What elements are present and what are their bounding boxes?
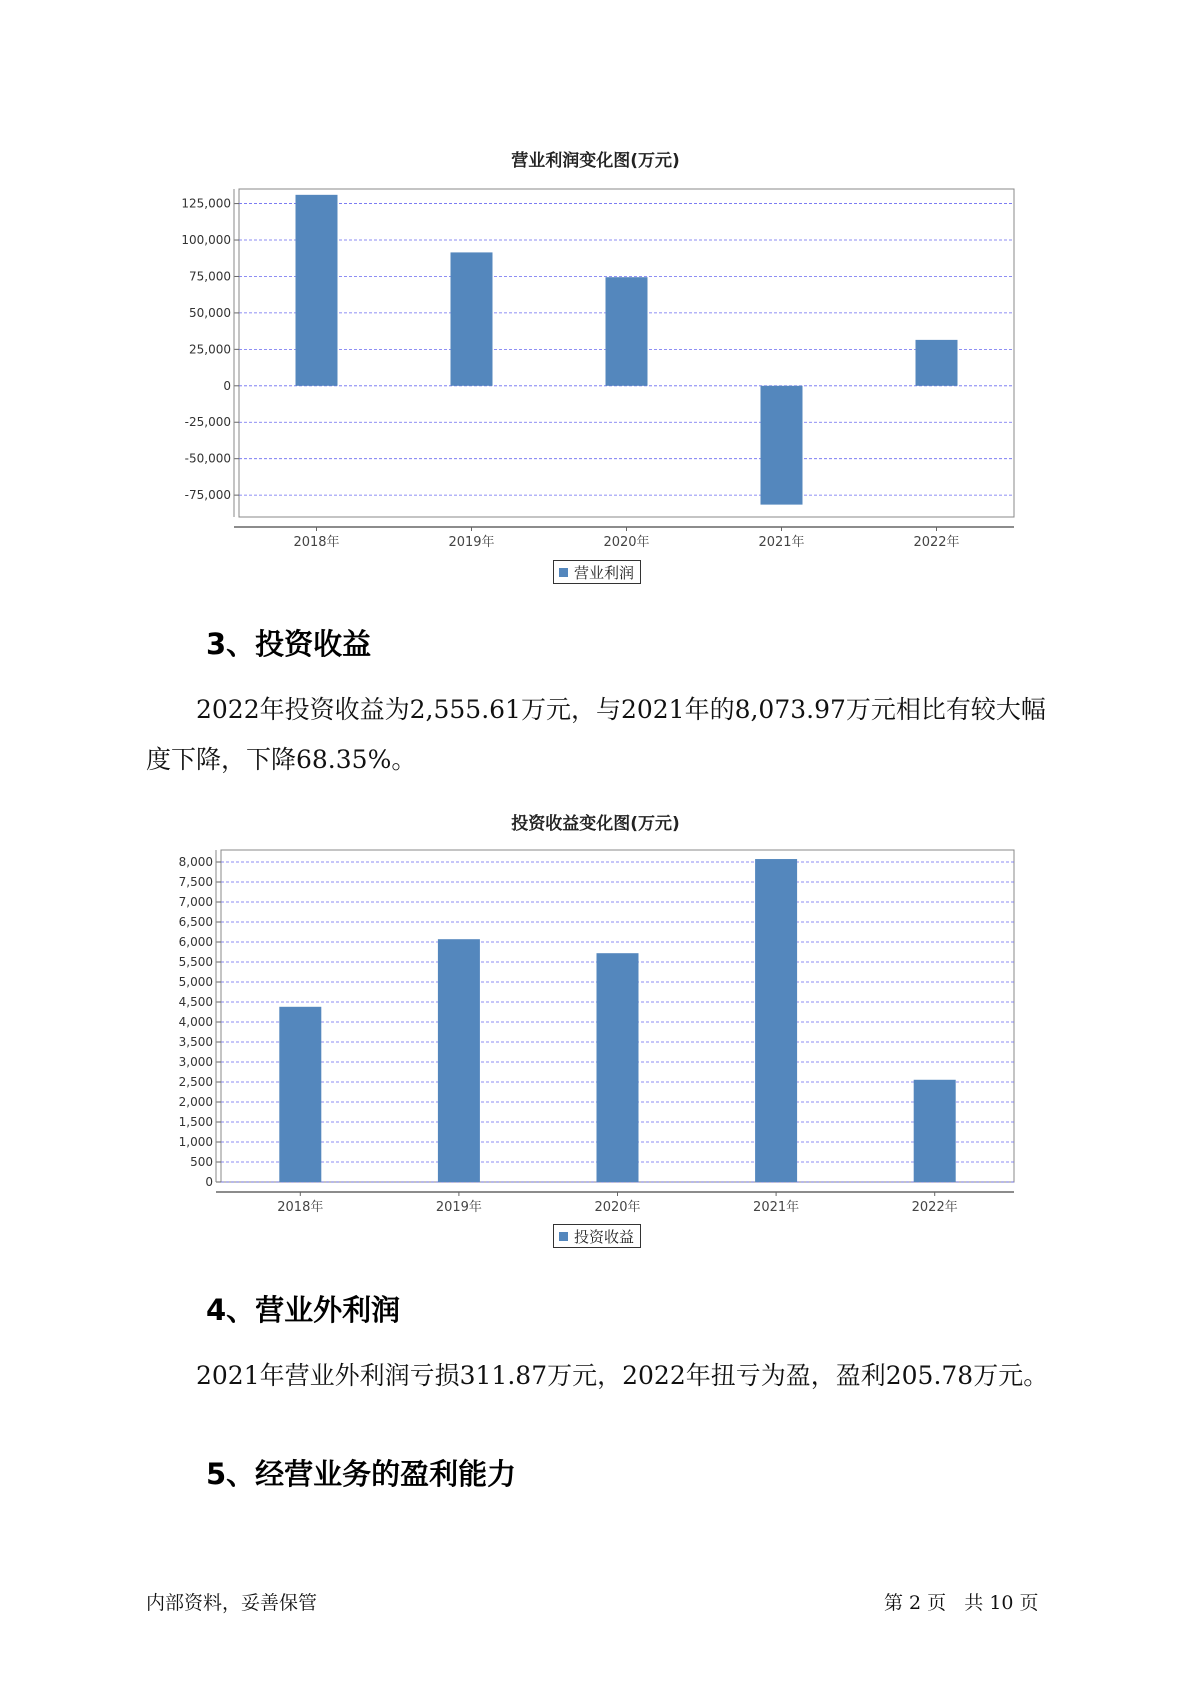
x-tick-label: 2021年 xyxy=(758,535,805,550)
x-tick-label: 2020年 xyxy=(603,535,650,550)
legend-label: 投资收益 xyxy=(574,1227,635,1246)
chart-title: 投资收益变化图(万元) xyxy=(511,814,680,834)
y-tick-label: 0 xyxy=(205,1175,213,1189)
section-heading-business: 5、经营业务的盈利能力 xyxy=(206,1457,517,1491)
x-tick-label: 2020年 xyxy=(594,1200,641,1215)
y-tick-label: 2,500 xyxy=(178,1075,213,1089)
footer-confidential: 内部资料，妥善保管 xyxy=(146,1592,318,1614)
section-heading-nonoperating: 4、营业外利润 xyxy=(206,1293,401,1327)
y-tick-label: 8,000 xyxy=(178,855,213,869)
x-tick-label: 2021年 xyxy=(753,1200,800,1215)
nonoperating-text: 2021年营业外利润亏损311.87万元，2022年扭亏为盈，盈利205.78万元。 xyxy=(196,1361,1049,1390)
y-tick-label: 7,000 xyxy=(178,895,213,909)
nonoperating-paragraph xyxy=(146,1351,1052,1401)
x-tick-label: 2018年 xyxy=(293,535,340,550)
x-tick-label: 2019年 xyxy=(448,535,495,550)
y-tick-label: -75,000 xyxy=(184,488,231,503)
y-tick-label: 500 xyxy=(190,1155,213,1169)
legend-label: 营业利润 xyxy=(574,563,635,582)
y-tick-label: 3,500 xyxy=(178,1035,213,1049)
y-tick-label: 75,000 xyxy=(189,269,231,284)
bar xyxy=(279,1007,321,1182)
x-tick-label: 2018年 xyxy=(277,1200,324,1215)
y-tick-label: 3,000 xyxy=(178,1055,213,1069)
footer-page-number: 第 2 页 共 10 页 xyxy=(884,1592,1039,1614)
y-tick-label: 1,500 xyxy=(178,1115,213,1129)
y-tick-label: 7,500 xyxy=(178,875,213,889)
y-tick-label: 4,000 xyxy=(178,1015,213,1029)
bar xyxy=(755,859,797,1182)
y-tick-label: 0 xyxy=(223,378,231,393)
y-tick-label: 6,000 xyxy=(178,935,213,949)
x-tick-label: 2019年 xyxy=(435,1200,482,1215)
y-tick-label: -25,000 xyxy=(184,415,231,430)
legend-swatch xyxy=(559,1232,568,1241)
y-tick-label: 125,000 xyxy=(181,196,231,211)
chart-legend xyxy=(553,1224,641,1248)
y-tick-label: 100,000 xyxy=(181,233,231,248)
y-tick-label: 25,000 xyxy=(189,342,231,357)
y-tick-label: 5,000 xyxy=(178,975,213,989)
section-heading-investment: 3、投资收益 xyxy=(206,627,372,661)
y-tick-label: 2,000 xyxy=(178,1095,213,1109)
bar xyxy=(438,939,480,1182)
y-tick-label: 6,500 xyxy=(178,915,213,929)
investment-text: 2022年投资收益为2,555.61万元，与2021年的8,073.97万元相比有较大幅度下降，下降68.35%。 xyxy=(146,695,1046,774)
y-tick-label: 4,500 xyxy=(178,995,213,1009)
x-tick-label: 2022年 xyxy=(913,535,960,550)
y-tick-label: 1,000 xyxy=(178,1135,213,1149)
bar xyxy=(597,953,639,1182)
y-tick-label: 5,500 xyxy=(178,955,213,969)
bar xyxy=(914,1080,956,1182)
y-tick-label: -50,000 xyxy=(184,451,231,466)
chart-title: 营业利润变化图(万元) xyxy=(511,151,680,171)
y-tick-label: 50,000 xyxy=(189,305,231,320)
x-tick-label: 2022年 xyxy=(911,1200,958,1215)
